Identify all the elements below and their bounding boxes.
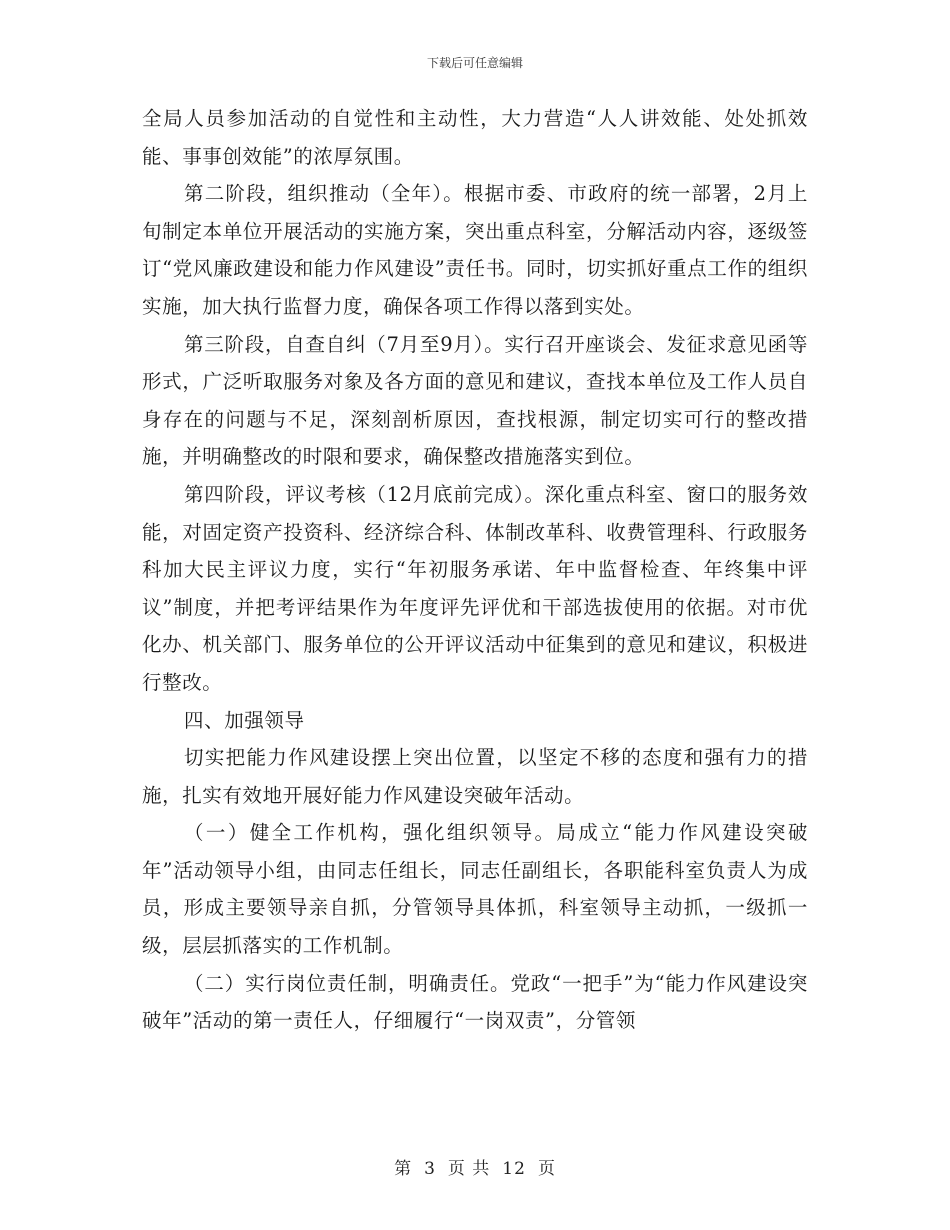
footer-middle: 页 共 xyxy=(447,1159,491,1179)
paragraph-item-two: （二）实行岗位责任制，明确责任。党政“一把手”为“能力作风建设突破年”活动的第一责任人，仔细履行“一岗双责”，分管领 xyxy=(142,971,808,1033)
paragraph-stage-four: 第四阶段，评议考核（12月底前完成）。深化重点科室、窗口的服务效能，对固定资产投资科、经济综合科、体制改革科、收费管理科、行政服务科加大民主评议力度，实行“年初服务承诺、年中监督检查、年终集中评议”制度，并把考评结果作为年度评先评优和干部选拔使用的依据。对市优化办、机关部门、服务单位的公开评议活动中征集到的意见和建议，积极进行整改。 xyxy=(142,482,808,694)
footer-suffix: 页 xyxy=(537,1159,556,1179)
paragraph-stage-two: 第二阶段，组织推动（全年）。根据市委、市政府的统一部署，2月上旬制定本单位开展活动的实施方案，突出重点科室，分解活动内容，逐级签订“党风廉政建设和能力作风建设”责任书。同时，切实抓好重点工作的组织实施，加大执行监督力度，确保各项工作得以落到实处。 xyxy=(142,182,808,318)
page-footer xyxy=(0,1154,950,1179)
footer-total-pages: 12 xyxy=(502,1159,526,1179)
footer-page-number: 3 xyxy=(424,1159,436,1179)
section-heading-leadership: 四、加强领导 xyxy=(184,708,305,732)
footer-prefix: 第 xyxy=(394,1159,413,1179)
paragraph-stage-three: 第三阶段，自查自纠（7月至9月）。实行召开座谈会、发征求意见函等形式，广泛听取服务对象及各方面的意见和建议，查找本单位及工作人员自身存在的问题与不足，深刻剖析原因，查找根源，制定切实可行的整改措施，并明确整改的时限和要求，确保整改措施落实到位。 xyxy=(142,332,808,469)
paragraph-leadership-intro: 切实把能力作风建设摆上突出位置，以坚定不移的态度和强有力的措施，扎实有效地开展好能力作风建设突破年活动。 xyxy=(142,746,808,807)
document-body xyxy=(142,100,808,1040)
paragraph-item-one: （一）健全工作机构，强化组织领导。局成立“能力作风建设突破年”活动领导小组，由同志任组长，同志任副组长，各职能科室负责人为成员，形成主要领导亲自抓，分管领导具体抓，科室领导主动抓，一级抓一级，层层抓落实的工作机制。 xyxy=(142,821,808,958)
page-header: 下载后可任意编辑 xyxy=(426,56,523,70)
paragraph-continuation: 全局人员参加活动的自觉性和主动性，大力营造“人人讲效能、处处抓效能、事事创效能”的浓厚氛围。 xyxy=(142,107,808,168)
